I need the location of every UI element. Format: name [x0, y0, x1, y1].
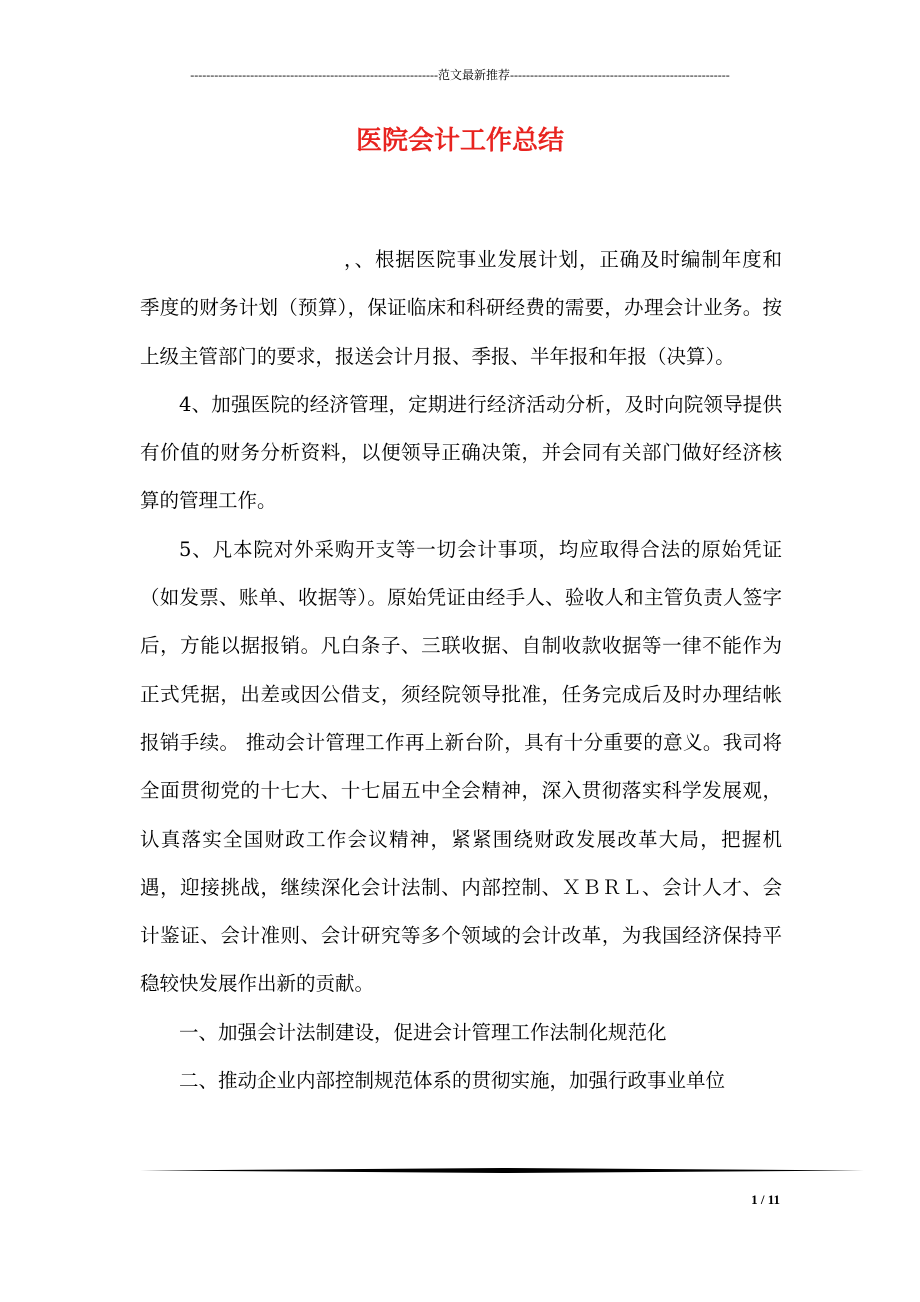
paragraph-4: 一、加强会计法制建设，促进会计管理工作法制化规范化 [179, 1020, 667, 1044]
paragraph-3: 5、凡本院对外采购开支等一切会计事项，均应取得合法的原始凭证（如发票、账单、收据等）。原始凭证由经手人、验收人和主管负责人签字后，方能以据报销。凡白条子、三联收据、自制收款收据等一律不能作为正式凭据，出差或因公借支，须经院领导批准，任务完成后及时办理结帐报销手续。 推动会计管理工作再上新台阶，具有十分重要的意义。我司将全面贯彻党的十七大、十七届五中全会精神，深入贯彻落实科学发展观，认真落实全国财政工作会议精神，紧紧围绕财政发展改革大局，把握机遇，迎接挑战，继续深化会计法制、内部控制、ＸＢＲＬ、会计人才、会计鉴证、会计准则、会计研究等多个领域的会计改革，为我国经济保持平稳较快发展作出新的贡献。 [140, 537, 782, 996]
page-number: 1 / 11 [751, 1192, 780, 1207]
document-title: 医院会计工作总结 [355, 126, 564, 156]
paragraph-5: 二、推动企业内部控制规范体系的贯彻实施，加强行政事业单位 [179, 1069, 726, 1093]
paragraph-2: 4、加强医院的经济管理，定期进行经济活动分析，及时向院领导提供有价值的财务分析资料，以便领导正确决策，并会同有关部门做好经济核算的管理工作。 [140, 392, 782, 513]
footer-divider [140, 1168, 864, 1173]
paragraph-1: ，、根据医院事业发展计划，正确及时编制年度和季度的财务计划（预算），保证临床和科研经费的需要，办理会计业务。按上级主管部门的要求，报送会计月报、季报、半年报和年报（决算）。 [140, 248, 782, 368]
document-body [140, 236, 782, 1105]
page-header-banner: --------------------------------------------------------------范文最新推荐------------------------------------------------------- [190, 68, 730, 82]
